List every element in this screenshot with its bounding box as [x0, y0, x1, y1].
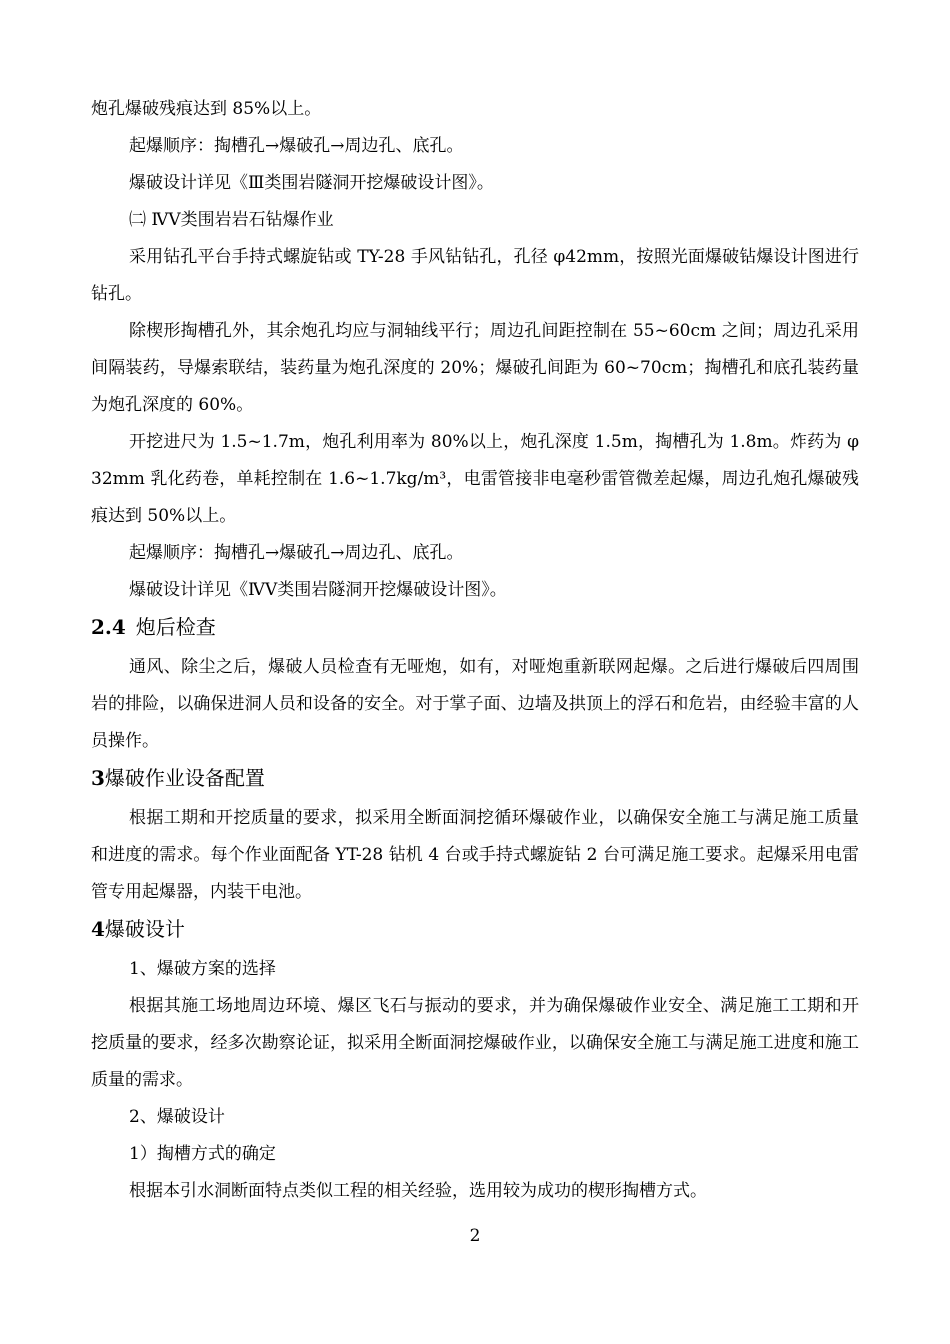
subheading-cut-method: 1）掏槽方式的确定	[129, 1144, 276, 1164]
page-number: 2	[469, 1226, 481, 1246]
paragraph-blasting-scheme: 根据其施工场地周边环境、爆区飞石与振动的要求，并为确保爆破作业安全、满足施工工期和开挖质量的要求，经多次勘察论证，拟采用全断面洞挖爆破作业，以确保安全施工与满足施工进度和施工质量的需求。	[91, 996, 859, 1090]
paragraph-cut-method: 根据本引水洞断面特点类似工程的相关经验，选用较为成功的楔形掏槽方式。	[129, 1181, 707, 1201]
heading-2-4-number: 2.4	[91, 615, 126, 639]
paragraph-hole-spacing: 除楔形掏槽孔外，其余炮孔均应与洞轴线平行；周边孔间距控制在 55~60cm 之间；周边孔采用间隔装药，导爆索联结，装药量为炮孔深度的 20%；爆破孔间距为 60~70cm；掏槽孔和底孔装药量为炮孔深度的 60%。	[91, 321, 859, 415]
heading-3	[91, 760, 859, 796]
paragraph-initiation-order-iv-v: 起爆顺序：掏槽孔→爆破孔→周边孔、底孔。	[129, 543, 464, 563]
paragraph-drilling-method: 采用钻孔平台手持式螺旋钻或 TY-28 手风钻钻孔，孔径 φ42mm，按照光面爆破钻爆设计图进行钻孔。	[91, 247, 859, 304]
paragraph-equipment: 根据工期和开挖质量的要求，拟采用全断面洞挖循环爆破作业，以确保安全施工与满足施工质量和进度的需求。每个作业面配备 YT-28 钻机 4 台或手持式螺旋钻 2 台可满足施工要求。起爆采用电雷管专用起爆器，内装干电池。	[91, 808, 859, 902]
heading-3-number: 3	[91, 766, 105, 790]
subheading-blasting-design: 2、爆破设计	[129, 1107, 225, 1127]
paragraph-design-ref-iii: 爆破设计详见《Ⅲ类围岩隧洞开挖爆破设计图》。	[129, 173, 494, 193]
paragraph-residual-85: 炮孔爆破残痕达到 85%以上。	[91, 99, 322, 119]
paragraph-initiation-order-iii: 起爆顺序：掏槽孔→爆破孔→周边孔、底孔。	[129, 136, 464, 156]
page-content	[91, 91, 859, 1210]
heading-4-number: 4	[91, 917, 105, 941]
heading-4-title: 爆破设计	[104, 917, 185, 941]
heading-3-title: 爆破作业设备配置	[104, 766, 265, 790]
subheading-blasting-scheme: 1、爆破方案的选择	[129, 959, 276, 979]
subheading-iv-v-drilling: ㈡ ⅣⅤ类围岩岩石钻爆作业	[129, 210, 334, 230]
paragraph-design-ref-iv-v: 爆破设计详见《ⅣⅤ类围岩隧洞开挖爆破设计图》。	[129, 580, 507, 600]
paragraph-excavation-footage: 开挖进尺为 1.5~1.7m，炮孔利用率为 80%以上，炮孔深度 1.5m，掏槽孔为 1.8m。炸药为 φ32mm 乳化药卷，单耗控制在 1.6~1.7kg/m³，电雷管接非电毫秒雷管微差起爆，周边孔炮孔爆破残痕达到 50%以上。	[91, 432, 859, 526]
heading-2-4	[91, 609, 859, 645]
heading-2-4-title: 炮后检查	[135, 615, 216, 639]
heading-4	[91, 911, 859, 947]
paragraph-post-blast-check: 通风、除尘之后，爆破人员检查有无哑炮，如有，对哑炮重新联网起爆。之后进行爆破后四周围岩的排险，以确保进洞人员和设备的安全。对于掌子面、边墙及拱顶上的浮石和危岩，由经验丰富的人员操作。	[91, 657, 859, 751]
